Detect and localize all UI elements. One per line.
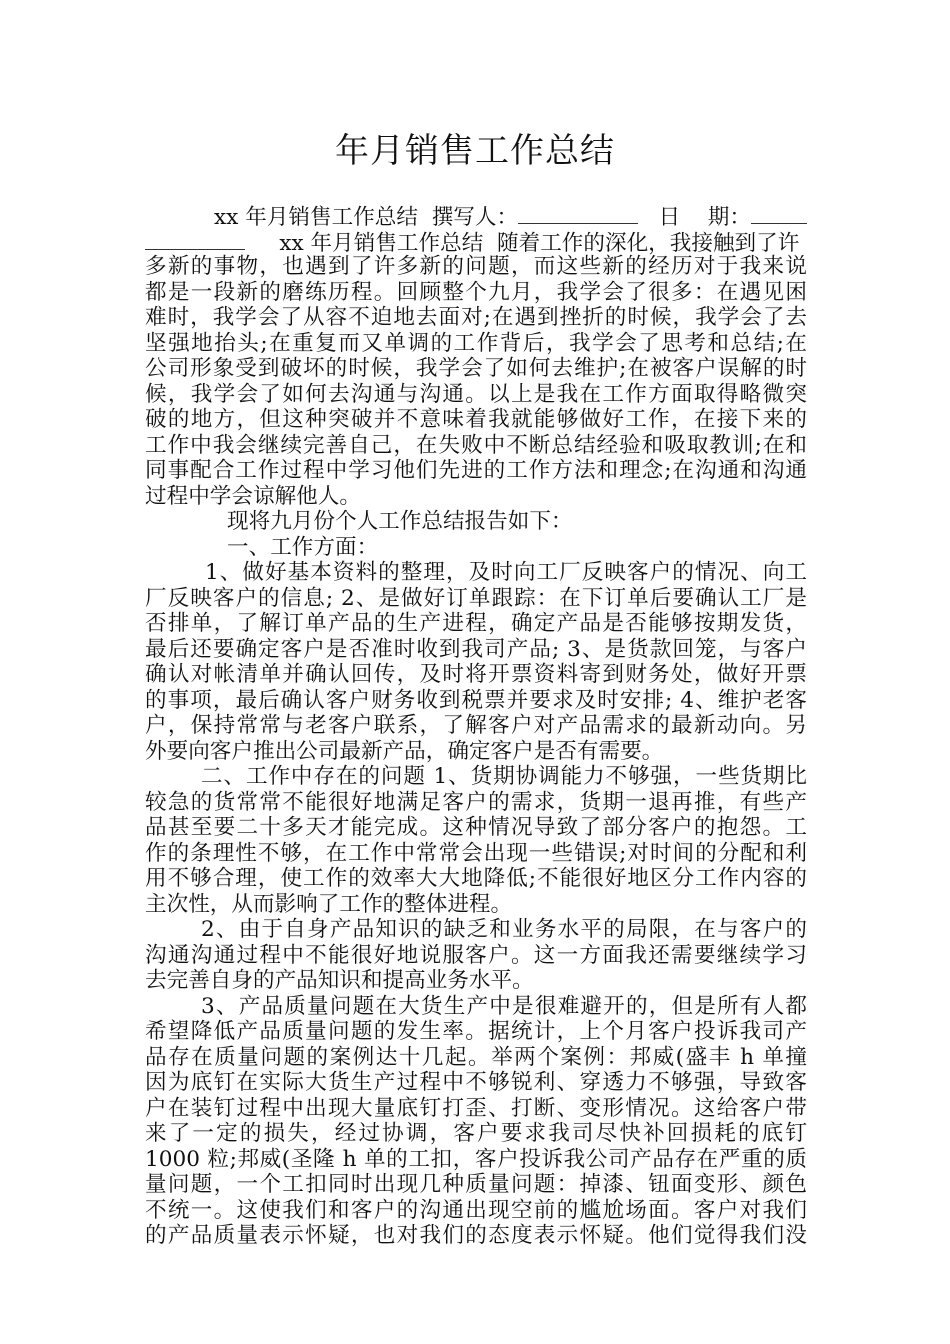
body-line: 不统一。这使我们和客户的沟通出现空前的尴尬场面。客户对我们 <box>145 1197 807 1223</box>
header-line <box>145 203 807 229</box>
section-heading: 一、工作方面： <box>227 534 379 560</box>
date-label: 日 期： <box>658 205 751 230</box>
body-line: 都是一段新的磨练历程。回顾整个九月，我学会了很多：在遇见困 <box>145 279 807 305</box>
body-line: 1、做好基本资料的整理，及时向工厂反映客户的情况、向工 <box>205 560 807 585</box>
body-line: 用不够合理，使工作的效率大大地降低;不能很好地区分工作内容的 <box>145 866 807 891</box>
body-line: 1000 粒;邦威(圣隆 h 单的工扣，客户投诉我公司产品存在严重的质 <box>145 1146 807 1172</box>
body-line: 量问题，一个工扣同时出现几种质量问题：掉漆、钮面变形、颜色 <box>145 1172 807 1197</box>
body-line: 确认对帐清单并确认回传，及时将开票资料寄到财务处，做好开票 <box>145 662 807 687</box>
body-line: 工作中我会继续完善自己，在失败中不断总结经验和吸取教训;在和 <box>145 432 807 458</box>
date-blank <box>751 203 807 224</box>
body-line: 沟通沟通过程中不能很好地说服客户。这一方面我还需要继续学习 <box>145 942 807 968</box>
body-line: xx 年月销售工作总结 随着工作的深化，我接触到了许 <box>145 229 807 255</box>
body-line: 品甚至要二十多天才能完成。这种情况导致了部分客户的抱怨。工 <box>145 815 807 840</box>
body-line: 难时，我学会了从容不迫地去面对;在遇到挫折的时候，我学会了去 <box>145 305 807 330</box>
body-line: 主次性，从而影响了工作的整体进程。 <box>145 891 513 917</box>
body-line: 较急的货常常不能很好地满足客户的需求，货期一退再推，有些产 <box>145 789 807 815</box>
body-line: 的产品质量表示怀疑，也对我们的态度表示怀疑。他们觉得我们没 <box>145 1223 807 1248</box>
body-line: 多新的事物，也遇到了许多新的问题，而这些新的经历对于我来说 <box>145 254 807 279</box>
body-line: 2、由于自身产品知识的缺乏和业务水平的局限，在与客户的 <box>201 917 807 942</box>
body-line: 3、产品质量问题在大货生产中是很难避开的，但是所有人都 <box>201 993 807 1019</box>
body-line: 来了一定的损失，经过协调，客户要求我司尽快补回损耗的底钉 <box>145 1121 807 1146</box>
body-line: 户，保持常常与老客户联系，了解客户对产品需求的最新动向。另 <box>145 713 807 738</box>
body-line: 希望降低产品质量问题的发生率。据统计，上个月客户投诉我司产 <box>145 1019 807 1044</box>
body-line: 候，我学会了如何去沟通与沟通。以上是我在工作方面取得略微突 <box>145 381 807 407</box>
body-line: 品存在质量问题的案例达十几起。举两个案例：邦威(盛丰 h 单撞 <box>145 1044 807 1070</box>
body-line: 户在装钉过程中出现大量底钉打歪、打断、变形情况。这给客户带 <box>145 1095 807 1121</box>
body-line: 破的地方，但这种突破并不意味着我就能够做好工作，在接下来的 <box>145 407 807 432</box>
body-line: 过程中学会谅解他人。 <box>145 483 361 509</box>
body-line: 因为底钉在实际大货生产过程中不够锐利、穿透力不够强，导致客 <box>145 1070 807 1095</box>
document-title: 年月销售工作总结 <box>335 131 615 171</box>
body-line: 去完善自身的产品知识和提高业务水平。 <box>145 968 534 993</box>
body-line: 的事项，最后确认客户财务收到税票并要求及时安排; 4、维护老客 <box>145 687 807 713</box>
section-intro: 现将九月份个人工作总结报告如下： <box>227 509 573 534</box>
body-line: 否排单，了解订单产品的生产进程，确定产品是否能够按期发货， <box>145 611 807 636</box>
body-line: 外要向客户推出公司最新产品，确定客户是否有需要。 <box>145 738 664 764</box>
body-line: 坚强地抬头;在重复而又单调的工作背后，我学会了思考和总结;在 <box>145 330 807 356</box>
section-heading: 二、工作中存在的问题 1、货期协调能力不够强，一些货期比 <box>201 764 807 789</box>
body-line: 厂反映客户的信息; 2、是做好订单跟踪：在下订单后要确认工厂是 <box>145 585 807 611</box>
document-body <box>145 203 807 1249</box>
author-blank <box>518 203 638 224</box>
body-line: 最后还要确定客户是否准时收到我司产品; 3、是货款回笼，与客户 <box>145 636 807 662</box>
date-blank-continued <box>145 229 245 250</box>
body-line: 同事配合工作过程中学习他们先进的工作方法和理念;在沟通和沟通 <box>145 458 807 483</box>
body-line: 作的条理性不够，在工作中常常会出现一些错误;对时间的分配和利 <box>145 840 807 866</box>
body-line: 公司形象受到破坏的时候，我学会了如何去维护;在被客户误解的时 <box>145 356 807 381</box>
header-prefix: xx 年月销售工作总结 撰写人： <box>214 205 519 230</box>
